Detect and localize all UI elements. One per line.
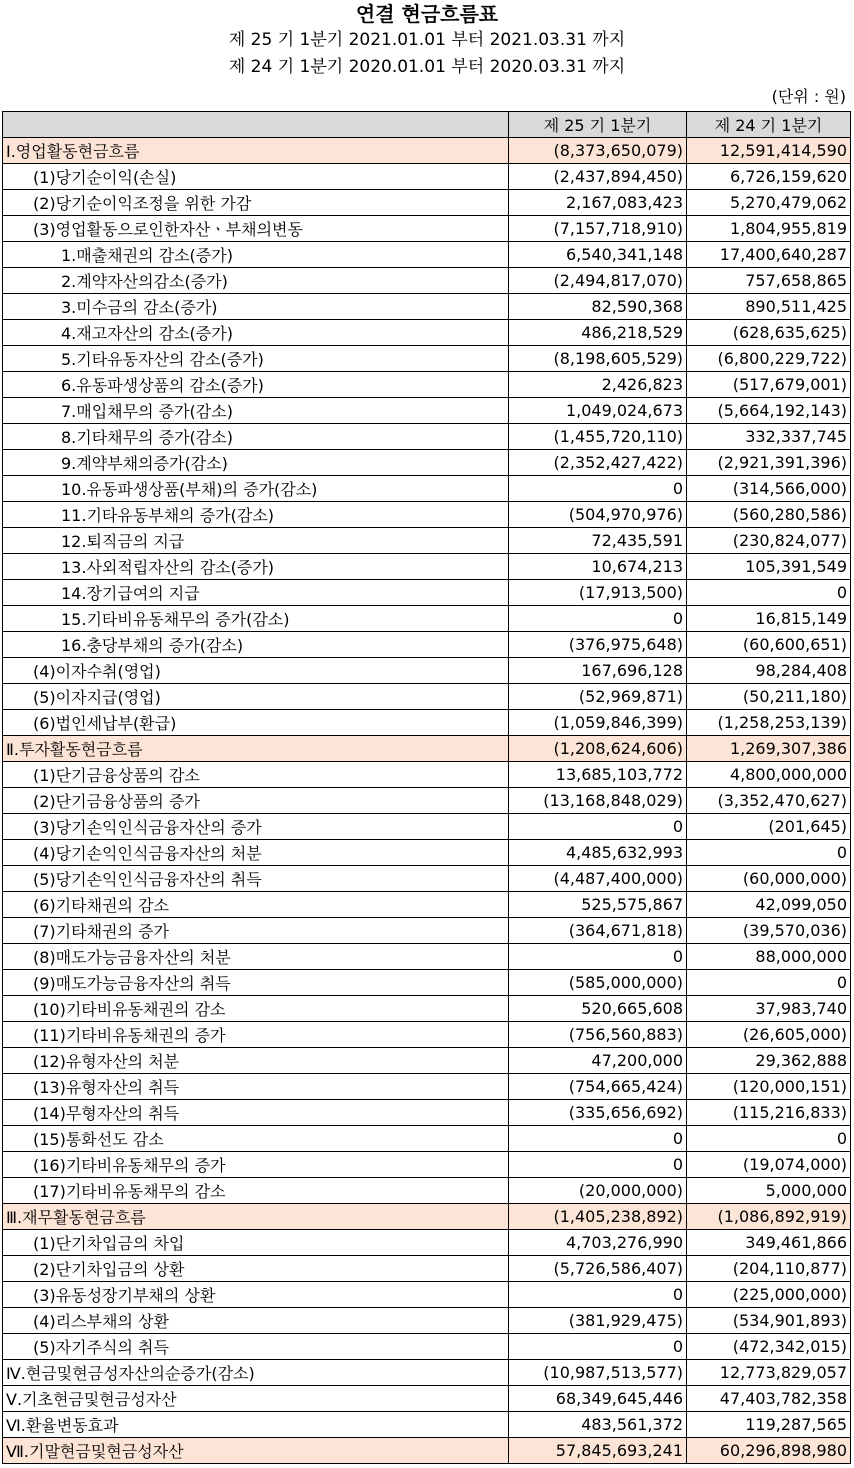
previous-period-amount: 349,461,866 — [687, 1230, 851, 1256]
current-period-amount: (4,487,400,000) — [509, 866, 687, 892]
previous-period-amount: (1,086,892,919) — [687, 1204, 851, 1230]
current-period-amount: 82,590,368 — [509, 294, 687, 320]
previous-period-amount: 37,983,740 — [687, 996, 851, 1022]
table-row — [3, 424, 851, 450]
current-period-amount: (10,987,513,577) — [509, 1360, 687, 1386]
current-period-amount: (1,455,720,110) — [509, 424, 687, 450]
previous-period-amount: (6,800,229,722) — [687, 346, 851, 372]
table-row — [3, 554, 851, 580]
previous-period-amount: (560,280,586) — [687, 502, 851, 528]
row-label: (13)유형자산의 취득 — [3, 1074, 509, 1100]
table-row — [3, 710, 851, 736]
table-row — [3, 164, 851, 190]
current-period-amount: (20,000,000) — [509, 1178, 687, 1204]
table-row — [3, 918, 851, 944]
previous-period-amount: (120,000,151) — [687, 1074, 851, 1100]
previous-period-amount: 1,269,307,386 — [687, 736, 851, 762]
row-label: (2)단기차입금의 상환 — [3, 1256, 509, 1282]
table-row — [3, 996, 851, 1022]
header-label — [3, 112, 509, 138]
table-row — [3, 346, 851, 372]
table-row — [3, 1256, 851, 1282]
row-label: (4)당기손익인식금융자산의 처분 — [3, 840, 509, 866]
row-label: 1.매출채권의 감소(증가) — [3, 242, 509, 268]
row-label: Ⅲ.재무활동현금흐름 — [3, 1204, 509, 1230]
row-label: 15.기타비유동채무의 증가(감소) — [3, 606, 509, 632]
current-period-amount: (756,560,883) — [509, 1022, 687, 1048]
row-label: Ⅶ.기말현금및현금성자산 — [3, 1438, 509, 1464]
row-label: 4.재고자산의 감소(증가) — [3, 320, 509, 346]
current-period-amount: 0 — [509, 476, 687, 502]
previous-period-amount: 0 — [687, 1126, 851, 1152]
table-row — [3, 320, 851, 346]
current-period-amount: (2,494,817,070) — [509, 268, 687, 294]
table-row — [3, 814, 851, 840]
previous-period-amount: 5,270,479,062 — [687, 190, 851, 216]
table-row — [3, 1360, 851, 1386]
report-title: 연결 현금흐름표 — [355, 2, 499, 26]
current-period-amount: 0 — [509, 1126, 687, 1152]
row-label: (3)유동성장기부채의 상환 — [3, 1282, 509, 1308]
report-header — [0, 0, 854, 81]
previous-period-amount: (230,824,077) — [687, 528, 851, 554]
current-period-amount: (1,405,238,892) — [509, 1204, 687, 1230]
row-label: 8.기타채무의 증가(감소) — [3, 424, 509, 450]
current-period-amount: 0 — [509, 944, 687, 970]
previous-period-amount: (19,074,000) — [687, 1152, 851, 1178]
row-label: (1)단기차입금의 차입 — [3, 1230, 509, 1256]
previous-period-amount: 5,000,000 — [687, 1178, 851, 1204]
current-period-amount: (52,969,871) — [509, 684, 687, 710]
row-label: 16.충당부채의 증가(감소) — [3, 632, 509, 658]
previous-period-amount: 47,403,782,358 — [687, 1386, 851, 1412]
row-label: Ⅴ.기초현금및현금성자산 — [3, 1386, 509, 1412]
header-current-period: 제 25 기 1분기 — [509, 112, 687, 138]
previous-period-amount: (204,110,877) — [687, 1256, 851, 1282]
current-period-amount: (585,000,000) — [509, 970, 687, 996]
table-row — [3, 736, 851, 762]
current-period-amount: 0 — [509, 1334, 687, 1360]
row-label: (2)당기순이익조정을 위한 가감 — [3, 190, 509, 216]
row-label: Ⅳ.현금및현금성자산의순증가(감소) — [3, 1360, 509, 1386]
row-label: (3)당기손익인식금융자산의 증가 — [3, 814, 509, 840]
previous-period-amount: (60,600,651) — [687, 632, 851, 658]
row-label: (5)당기손익인식금융자산의 취득 — [3, 866, 509, 892]
previous-period-amount: 0 — [687, 840, 851, 866]
table-row — [3, 1412, 851, 1438]
table-row — [3, 866, 851, 892]
table-row — [3, 1152, 851, 1178]
current-period-amount: 486,218,529 — [509, 320, 687, 346]
current-period-amount: (17,913,500) — [509, 580, 687, 606]
previous-period-amount: (50,211,180) — [687, 684, 851, 710]
table-row — [3, 450, 851, 476]
current-period-amount: 0 — [509, 606, 687, 632]
row-label: (4)이자수취(영업) — [3, 658, 509, 684]
row-label: (2)단기금융상품의 증가 — [3, 788, 509, 814]
table-row — [3, 502, 851, 528]
table-row — [3, 1230, 851, 1256]
table-row — [3, 476, 851, 502]
table-header-row — [3, 112, 851, 138]
table-row — [3, 190, 851, 216]
row-label: (10)기타비유동채권의 감소 — [3, 996, 509, 1022]
table-row — [3, 840, 851, 866]
row-label: (7)기타채권의 증가 — [3, 918, 509, 944]
previous-period-amount: 60,296,898,980 — [687, 1438, 851, 1464]
current-period-amount: 68,349,645,446 — [509, 1386, 687, 1412]
current-period-amount: (13,168,848,029) — [509, 788, 687, 814]
table-row — [3, 606, 851, 632]
current-period-amount: 72,435,591 — [509, 528, 687, 554]
row-label: (8)매도가능금융자산의 처분 — [3, 944, 509, 970]
current-period-amount: (376,975,648) — [509, 632, 687, 658]
row-label: (1)당기순이익(손실) — [3, 164, 509, 190]
row-label: (6)법인세납부(환급) — [3, 710, 509, 736]
current-period-amount: 47,200,000 — [509, 1048, 687, 1074]
current-period-amount: (8,198,605,529) — [509, 346, 687, 372]
previous-period-amount: 17,400,640,287 — [687, 242, 851, 268]
current-period-amount: (7,157,718,910) — [509, 216, 687, 242]
previous-period-amount: 4,800,000,000 — [687, 762, 851, 788]
previous-period-amount: (26,605,000) — [687, 1022, 851, 1048]
table-row — [3, 658, 851, 684]
table-row — [3, 580, 851, 606]
current-period-amount: (1,208,624,606) — [509, 736, 687, 762]
current-period-amount: (364,671,818) — [509, 918, 687, 944]
previous-period-amount: 105,391,549 — [687, 554, 851, 580]
previous-period-amount: 12,591,414,590 — [687, 138, 851, 164]
current-period-amount: 520,665,608 — [509, 996, 687, 1022]
current-period-amount: (2,352,427,422) — [509, 450, 687, 476]
current-period-amount: 167,696,128 — [509, 658, 687, 684]
previous-period-amount: 890,511,425 — [687, 294, 851, 320]
table-row — [3, 1048, 851, 1074]
previous-period-amount: (517,679,001) — [687, 372, 851, 398]
previous-period-amount: (3,352,470,627) — [687, 788, 851, 814]
table-row — [3, 528, 851, 554]
current-period-amount: 4,485,632,993 — [509, 840, 687, 866]
table-row — [3, 1178, 851, 1204]
row-label: 13.사외적립자산의 감소(증가) — [3, 554, 509, 580]
table-row — [3, 1308, 851, 1334]
current-period-amount: (381,929,475) — [509, 1308, 687, 1334]
row-label: (1)단기금융상품의 감소 — [3, 762, 509, 788]
table-row — [3, 762, 851, 788]
table-row — [3, 268, 851, 294]
table-row — [3, 216, 851, 242]
current-period-amount: (5,726,586,407) — [509, 1256, 687, 1282]
row-label: (16)기타비유동채무의 증가 — [3, 1152, 509, 1178]
previous-period-amount: 6,726,159,620 — [687, 164, 851, 190]
row-label: (4)리스부채의 상환 — [3, 1308, 509, 1334]
row-label: 14.장기급여의 지급 — [3, 580, 509, 606]
table-row — [3, 684, 851, 710]
table-row — [3, 398, 851, 424]
row-label: (3)영업활동으로인한자산ㆍ부채의변동 — [3, 216, 509, 242]
table-row — [3, 1100, 851, 1126]
row-label: (14)무형자산의 취득 — [3, 1100, 509, 1126]
current-period-amount: (1,059,846,399) — [509, 710, 687, 736]
table-row — [3, 294, 851, 320]
table-body — [3, 138, 851, 1464]
row-label: (12)유형자산의 처분 — [3, 1048, 509, 1074]
previous-period-amount: (472,342,015) — [687, 1334, 851, 1360]
row-label: 7.매입채무의 증가(감소) — [3, 398, 509, 424]
previous-period-amount: 0 — [687, 580, 851, 606]
table-row — [3, 1282, 851, 1308]
current-period-amount: 1,049,024,673 — [509, 398, 687, 424]
previous-period-amount: (225,000,000) — [687, 1282, 851, 1308]
row-label: 6.유동파생상품의 감소(증가) — [3, 372, 509, 398]
previous-period-amount: 1,804,955,819 — [687, 216, 851, 242]
previous-period-amount: 29,362,888 — [687, 1048, 851, 1074]
row-label: Ⅱ.투자활동현금흐름 — [3, 736, 509, 762]
table-row — [3, 1438, 851, 1464]
row-label: (15)통화선도 감소 — [3, 1126, 509, 1152]
header-previous-period: 제 24 기 1분기 — [687, 112, 851, 138]
row-label: 9.계약부채의증가(감소) — [3, 450, 509, 476]
previous-period-amount: 119,287,565 — [687, 1412, 851, 1438]
period-previous: 제 24 기 1분기 2020.01.01 부터 2020.03.31 까지 — [228, 57, 626, 77]
table-row — [3, 1074, 851, 1100]
table-row — [3, 1334, 851, 1360]
previous-period-amount: (314,566,000) — [687, 476, 851, 502]
row-label: (5)이자지급(영업) — [3, 684, 509, 710]
table-row — [3, 944, 851, 970]
previous-period-amount: (39,570,036) — [687, 918, 851, 944]
previous-period-amount: (1,258,253,139) — [687, 710, 851, 736]
row-label: 2.계약자산의감소(증가) — [3, 268, 509, 294]
current-period-amount: (754,665,424) — [509, 1074, 687, 1100]
table-row — [3, 1126, 851, 1152]
current-period-amount: 6,540,341,148 — [509, 242, 687, 268]
cash-flow-table — [2, 111, 851, 1464]
current-period-amount: 525,575,867 — [509, 892, 687, 918]
previous-period-amount: (628,635,625) — [687, 320, 851, 346]
previous-period-amount: 757,658,865 — [687, 268, 851, 294]
current-period-amount: 2,426,823 — [509, 372, 687, 398]
current-period-amount: 0 — [509, 814, 687, 840]
table-row — [3, 138, 851, 164]
row-label: 10.유동파생상품(부채)의 증가(감소) — [3, 476, 509, 502]
table-row — [3, 242, 851, 268]
period-current: 제 25 기 1분기 2021.01.01 부터 2021.03.31 까지 — [228, 30, 626, 50]
row-label: 5.기타유동자산의 감소(증가) — [3, 346, 509, 372]
current-period-amount: 0 — [509, 1282, 687, 1308]
table-row — [3, 1204, 851, 1230]
table-row — [3, 632, 851, 658]
table-row — [3, 892, 851, 918]
previous-period-amount: 42,099,050 — [687, 892, 851, 918]
table-row — [3, 1386, 851, 1412]
previous-period-amount: 88,000,000 — [687, 944, 851, 970]
current-period-amount: 57,845,693,241 — [509, 1438, 687, 1464]
current-period-amount: 483,561,372 — [509, 1412, 687, 1438]
row-label: (17)기타비유동채무의 감소 — [3, 1178, 509, 1204]
current-period-amount: (8,373,650,079) — [509, 138, 687, 164]
table-row — [3, 788, 851, 814]
current-period-amount: (504,970,976) — [509, 502, 687, 528]
previous-period-amount: 98,284,408 — [687, 658, 851, 684]
row-label: Ⅵ.환율변동효과 — [3, 1412, 509, 1438]
previous-period-amount: 332,337,745 — [687, 424, 851, 450]
previous-period-amount: (2,921,391,396) — [687, 450, 851, 476]
row-label: 12.퇴직금의 지급 — [3, 528, 509, 554]
current-period-amount: 10,674,213 — [509, 554, 687, 580]
previous-period-amount: (60,000,000) — [687, 866, 851, 892]
table-row — [3, 970, 851, 996]
row-label: (11)기타비유동채권의 증가 — [3, 1022, 509, 1048]
table-row — [3, 1022, 851, 1048]
previous-period-amount: 12,773,829,057 — [687, 1360, 851, 1386]
previous-period-amount: (534,901,893) — [687, 1308, 851, 1334]
row-label: 3.미수금의 감소(증가) — [3, 294, 509, 320]
previous-period-amount: 16,815,149 — [687, 606, 851, 632]
current-period-amount: (335,656,692) — [509, 1100, 687, 1126]
previous-period-amount: (5,664,192,143) — [687, 398, 851, 424]
current-period-amount: (2,437,894,450) — [509, 164, 687, 190]
current-period-amount: 0 — [509, 1152, 687, 1178]
current-period-amount: 4,703,276,990 — [509, 1230, 687, 1256]
row-label: (5)자기주식의 취득 — [3, 1334, 509, 1360]
row-label: (6)기타채권의 감소 — [3, 892, 509, 918]
current-period-amount: 13,685,103,772 — [509, 762, 687, 788]
row-label: (9)매도가능금융자산의 취득 — [3, 970, 509, 996]
previous-period-amount: (115,216,833) — [687, 1100, 851, 1126]
previous-period-amount: (201,645) — [687, 814, 851, 840]
table-row — [3, 372, 851, 398]
row-label: Ⅰ.영업활동현금흐름 — [3, 138, 509, 164]
current-period-amount: 2,167,083,423 — [509, 190, 687, 216]
previous-period-amount: 0 — [687, 970, 851, 996]
unit-label: (단위 : 원) — [771, 87, 846, 106]
row-label: 11.기타유동부채의 증가(감소) — [3, 502, 509, 528]
